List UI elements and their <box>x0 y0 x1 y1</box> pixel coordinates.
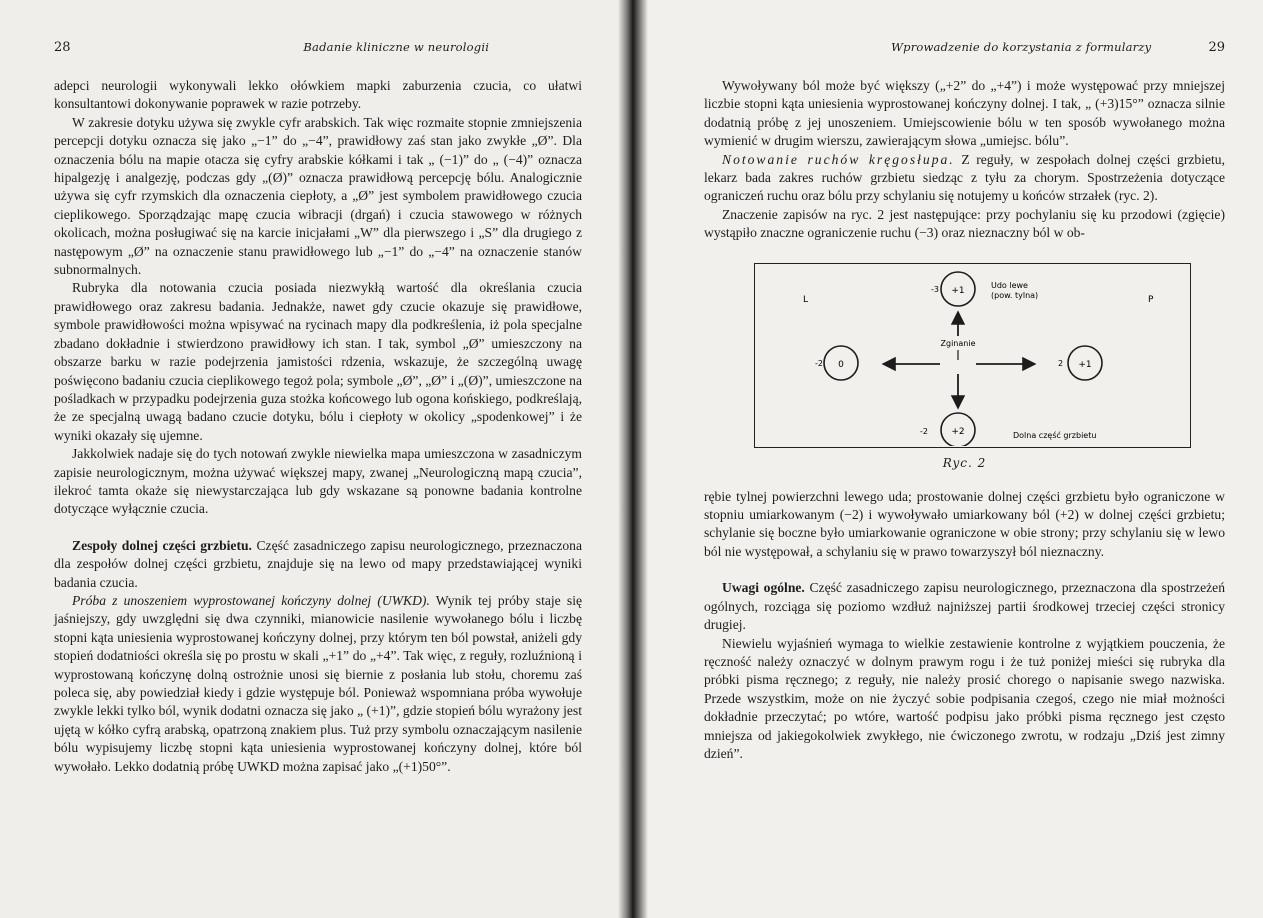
section-text: Część zasadniczego zapisu neurologicznego, przeznaczona dla zespołów dolnej części grzbietu, znajduje się na lewo od mapy przedstawiającej wyniki badania czucia. <box>54 537 582 590</box>
remarks-text: Część zasadniczego zapisu neurologicznego, przeznaczona dla spostrzeżeń ogólnych, rozciąga się poziomo wzdłuż najniższej partii środkowej trzeciej części stronicy drugiej. <box>704 580 1225 633</box>
right-running-title: Wprowadzenie do korzystania z formularzy <box>891 40 1152 54</box>
remarks-heading: Uwagi ogólne. <box>722 580 805 596</box>
movement-heading: Notowanie ruchów kręgosłupa. <box>722 151 955 167</box>
right-paragraph-after: rębie tylnej powierzchni lewego uda; prostowanie dolnej części grzbietu było ograniczone w stopniu umiarkowanym (−2) i wywoływało umiarkowany ból (+2) w dolnej części grzbietu; schylanie się boczne było umiarkowanie ograniczone w obie strony; przy schylaniu się w lewo ból nie występował, a schylaniu się w prawo towarzyszył ból nieznaczny. <box>704 488 1225 559</box>
fig-top-num: -3 <box>931 284 939 294</box>
right-final-paragraph: Niewielu wyjaśnień wymaga to wielkie zestawienie kontrolne z wyjątkiem pouczenia, że ręczność należy oznaczyć w dolnym prawym rogu i że tuż poniżej mieści się rubryka dla próbki pisma ręcznego; z reguły, nie należy prosić chorego o napisanie swego nazwiska. Przede wszystkim, może on nie życzyć sobie podpisania czegoś, czego nie miał możności dokładnie przeczytać; po wtóre, wartość podpisu jako próbki pisma ręcznego jest często mniejsza od jakiegokolwiek zwykłego, nie ćwiczonego zwrotu, w rodzaju „Dziś jest zimny dzień”. <box>704 635 1225 761</box>
figure-caption: Ryc. 2 <box>942 455 987 470</box>
fig-top-circle-value: +1 <box>951 285 965 296</box>
left-paragraph-4: Jakkolwiek nadaje się do tych notowań zwykle niewielka mapa umieszczona w zasadniczym zapisie neurologicznym, można używać większej mapy, zwanej „Neurologiczną mapą czucia”, ilekroć tamta okaże się niewystarczająca lub gdy wskazane są ponowne badania kontrolne dotyczące wyłącznie czucia. <box>54 446 582 517</box>
fig-bottom-circle-value: +2 <box>951 426 965 437</box>
fig-right-num: 2 <box>1058 358 1064 368</box>
left-page-number: 28 <box>54 40 71 55</box>
left-paragraph-3: Rubryka dla notowania czucia posiada niezwykłą wartość dla określania czucia prawidłowego oraz zakresu badania. Jednakże, nawet gdy czucie okazuje się prawidłowe, symbole prawidłowości można wpisywać na rycinach mapy dla podkreślenia, iż pola specjalne zbadano dokładnie i stwierdzono prawidłowy ich stan. I tak, symbol „Ø” umieszczony na obszarze barku w razie podejrzenia jamistości rdzenia, wskazuje, że szczególną uwagę poświęcono badaniu czucia cieplikowego tegoż pola; symbole „Ø”, „Ø” i „(Ø)”, umieszczone na pośladkach w przypadku podejrzenia guza stożka końcowego lub ogona końskiego, podkreślają, że ze specjalną uwagą badano czucie dotyku, bólu i ciepłoty w okolicy „spodenkowej” i że wyniki okazały się ujemne. <box>54 280 582 443</box>
left-paragraph-2: W zakresie dotyku używa się zwykle cyfr arabskich. Tak więc rozmaite stopnie zmniejszenia percepcji dotyku oznacza się jako „−1” do „−4”, prawidłowy zaś stan jako zwykłe „Ø”. Dla oznaczenia bólu na mapie otacza się cyfry arabskie kółkami i tak „ (−1)” do „ (−4)” oznacza hipalgezję i analgezję, podczas gdy „(Ø)” oznacza prawidłową percepcję bólu. Analogicznie używa się cyfr rzymskich dla oznaczenia ciepłoty, a „Ø” jest symbolem prawidłowego czucia cieplikowego. Sporządzając mapę czucia wibracji (drgań) i czucia stawowego w różnych okolicach, można posługiwać się na karcie inicjałami „W” dla pierwszego i „S” dla drugiego z następowym „Ø” na oznaczenie stanu prawidłowego lub „−1” do „−4” na oznaczenie stanów subnormalnych. <box>54 114 582 278</box>
fig-left-circle-value: 0 <box>838 359 844 370</box>
test-text: Wynik tej próby staje się jaśniejszy, gdy uwzględni się dwa czynniki, mianowicie nasilenie wywołanego bólu i liczbę stopni kąta uniesienia wyprostowanej kończyny dolnej, przy którym ten ból powstał, aniżeli gdy stopień dodatniości określa się po prostu w skali „+1” do „+4”. Tak więc, z reguły, rozluźnioną i wyprostowaną kończynę dolną ostrożnie unosi się biernie z posłania lub stołu, choremu zaś poleca się, aby powiedział kiedy i gdzie występuje ból. Ponieważ wspomniana próba wywołuje zwykle lekki tylko ból, wynik dodatni oznacza się jako „ (+1)”, gdzie stopień bólu wyrażony jest ujętą w kółko cyfrą arabską, opatrzoną znakiem plus. Tuż przy symbolu oznaczającym nasilenie bólu wypisujemy liczbę stopni kąta uniesienia wyprostowanej kończyny dolnej, które ból wywołało. Lekko dodatnią próbę UWKD można zapisać jako „(+1)50°”. <box>54 592 582 774</box>
fig-right-circle-value: +1 <box>1078 359 1092 370</box>
figure-spine-movements <box>754 263 1191 448</box>
right-page <box>634 0 1263 918</box>
test-heading: Próba z unoszeniem wyprostowanej kończyny dolnej (UWKD). <box>72 592 430 608</box>
fig-top-note-1: Udo lewe <box>991 280 1028 290</box>
left-paragraph-1: adepci neurologii wykonywali lekko ołówkiem mapki zaburzenia czucia, co ułatwi konsultantowi dokonywanie poprawek w razie potrzeby. <box>54 78 582 112</box>
right-movement-paragraph <box>704 151 1225 206</box>
right-explain-paragraph: Znaczenie zapisów na ryc. 2 jest następujące: przy pochylaniu się ku przodowi (zgięcie) wystąpiło znaczne ograniczenie ruchu (−3) oraz nieznaczny ból w ob- <box>704 206 1225 241</box>
fig-bottom-num: -2 <box>920 426 928 436</box>
fig-center-label: Zginanie <box>940 338 976 348</box>
fig-top-note-2: (pow. tylna) <box>991 290 1039 300</box>
left-page <box>0 0 630 918</box>
left-running-title: Badanie kliniczne w neurologii <box>303 40 490 54</box>
fig-left-num: -2 <box>815 358 823 368</box>
book-gutter <box>618 0 648 918</box>
fig-bottom-note: Dolna część grzbietu <box>1013 430 1097 440</box>
section-heading: Zespoły dolnej części grzbietu. <box>72 537 252 553</box>
right-page-number: 29 <box>1208 40 1225 55</box>
right-running-head <box>704 40 1225 55</box>
right-paragraph-1: Wywoływany ból może być większy („+2” do „+4”) i może występować przy mniejszej liczbie stopni kąta uniesienia wyprostowanej kończyny dolnej. I tak, „ (+3)15°” oznacza silnie dodatnią próbę z jej unoszeniem. Umiejscowienie bólu w ten sposób wywołanego można wymienić w drugim wierszu, zawierającym słowa „umiejsc. bólu”. <box>704 78 1225 149</box>
left-test-paragraph <box>54 592 582 776</box>
left-section-paragraph <box>54 537 582 592</box>
fig-label-L: L <box>803 294 809 305</box>
right-remarks-paragraph <box>704 579 1225 634</box>
fig-label-P: P <box>1148 294 1154 305</box>
left-running-head <box>54 40 582 55</box>
movement-text: Z reguły, w zespołach dolnej części grzbietu, lekarz bada zakres ruchów grzbietu siedząc z tyłu za chorym. Spostrzeżenia dotyczące ograniczeń ruchu oraz bólu przy schylaniu się notujemy u końców strzałek (ryc. 2). <box>704 151 1225 204</box>
